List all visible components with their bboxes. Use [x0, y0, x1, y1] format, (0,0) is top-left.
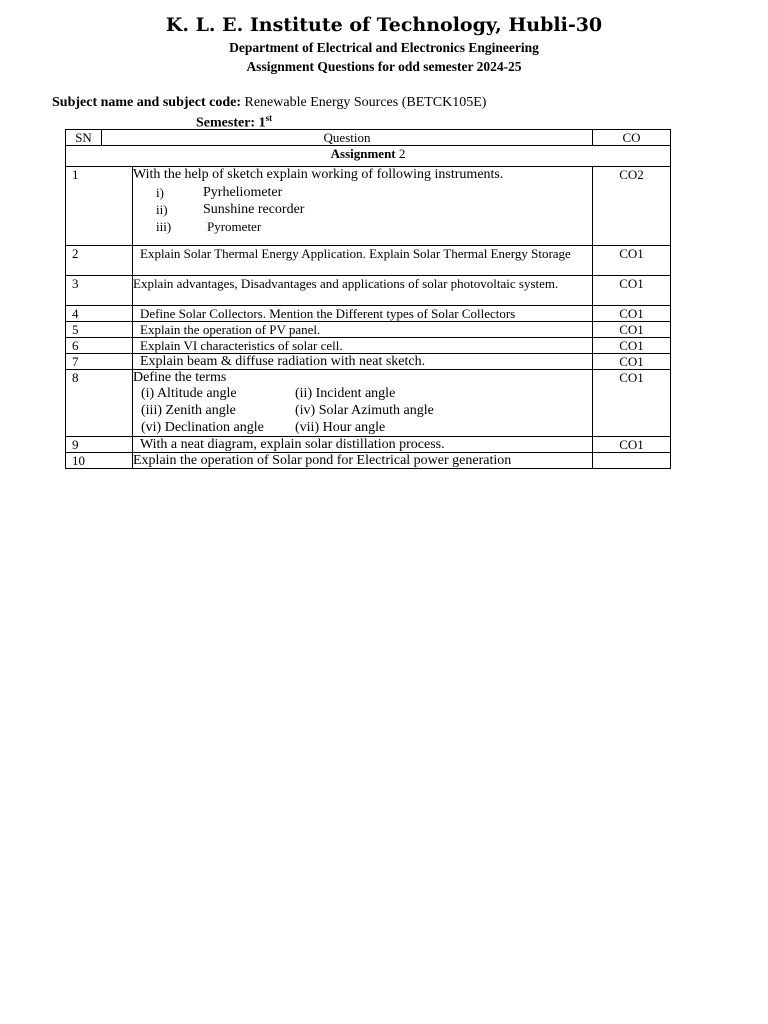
header-co: CO — [593, 130, 671, 146]
questions-table — [65, 129, 671, 469]
list-item: (vi) Declination angle (vii) Hour angle — [141, 420, 386, 435]
instrument-list — [133, 184, 592, 235]
table-row — [66, 437, 671, 453]
row-co: CO1 — [593, 437, 671, 453]
table-row — [66, 306, 671, 322]
table-row — [66, 338, 671, 354]
table-row — [66, 354, 671, 370]
row-co — [593, 453, 671, 469]
header-sn: SN — [66, 130, 102, 146]
subject-value: Renewable Energy Sources (BETCK105E) — [244, 95, 487, 110]
row-co: CO1 — [593, 322, 671, 338]
row-sn: 10 — [66, 453, 133, 469]
row-co: CO2 — [593, 167, 671, 246]
row-sn: 7 — [66, 354, 133, 370]
table-row — [66, 370, 671, 437]
semester-label: Semester: 1 — [196, 115, 266, 131]
row-sn: 3 — [66, 276, 133, 306]
row-question: Explain advantages, Disadvantages and applications of solar photovoltaic system. — [133, 276, 593, 306]
table-header-row — [66, 130, 671, 146]
table-row — [66, 453, 671, 469]
institute-title: K. L. E. Institute of Technology, Hubli-30 — [165, 14, 603, 36]
row-co: CO1 — [593, 354, 671, 370]
assignment-number: 2 — [398, 146, 406, 161]
assignment-title: Assignment Questions for odd semester 2024-25 — [246, 59, 522, 74]
question-text: Define the terms — [133, 370, 227, 385]
table-row — [66, 322, 671, 338]
row-question: Explain the operation of Solar pond for Electrical power generation — [133, 453, 593, 469]
header-question: Question — [102, 130, 593, 146]
row-co: CO1 — [593, 306, 671, 322]
table-row — [66, 246, 671, 276]
row-sn: 5 — [66, 322, 133, 338]
assignment-cell — [66, 146, 671, 167]
row-sn: 6 — [66, 338, 133, 354]
row-sn: 4 — [66, 306, 133, 322]
list-item: (iii) Zenith angle (iv) Solar Azimuth angle — [141, 403, 434, 418]
semester-suffix: st — [265, 113, 273, 123]
row-question — [133, 167, 593, 246]
terms-list — [133, 385, 592, 436]
row-co: CO1 — [593, 370, 671, 437]
row-question: Explain VI characteristics of solar cell. — [133, 338, 593, 354]
list-item: ii) Sunshine recorder — [156, 202, 305, 217]
question-text: With the help of sketch explain working of following instruments. — [133, 167, 504, 182]
table-row — [66, 276, 671, 306]
row-question: Define Solar Collectors. Mention the Different types of Solar Collectors — [133, 306, 593, 322]
row-question: Explain the operation of PV panel. — [133, 322, 593, 338]
row-sn: 8 — [66, 370, 133, 437]
row-co: CO1 — [593, 276, 671, 306]
row-question — [133, 370, 593, 437]
row-co: CO1 — [593, 246, 671, 276]
assignment-label: Assignment — [330, 146, 396, 161]
assignment-row — [66, 146, 671, 167]
subject-line — [52, 95, 486, 111]
row-question: Explain Solar Thermal Energy Application. Explain Solar Thermal Energy Storage — [133, 246, 593, 276]
subject-label: Subject name and subject code: — [52, 95, 241, 110]
department-name: Department of Electrical and Electronics Engineering — [229, 40, 539, 55]
list-item: i) Pyrheliometer — [156, 185, 283, 200]
row-question: With a neat diagram, explain solar distillation process. — [133, 437, 593, 453]
row-sn: 1 — [66, 167, 133, 246]
row-sn: 2 — [66, 246, 133, 276]
list-item: (i) Altitude angle (ii) Incident angle — [141, 386, 396, 401]
row-sn: 9 — [66, 437, 133, 453]
row-co: CO1 — [593, 338, 671, 354]
table-row — [66, 167, 671, 246]
row-question: Explain beam & diffuse radiation with neat sketch. — [133, 354, 593, 370]
list-item: iii) Pyrometer — [156, 219, 262, 234]
